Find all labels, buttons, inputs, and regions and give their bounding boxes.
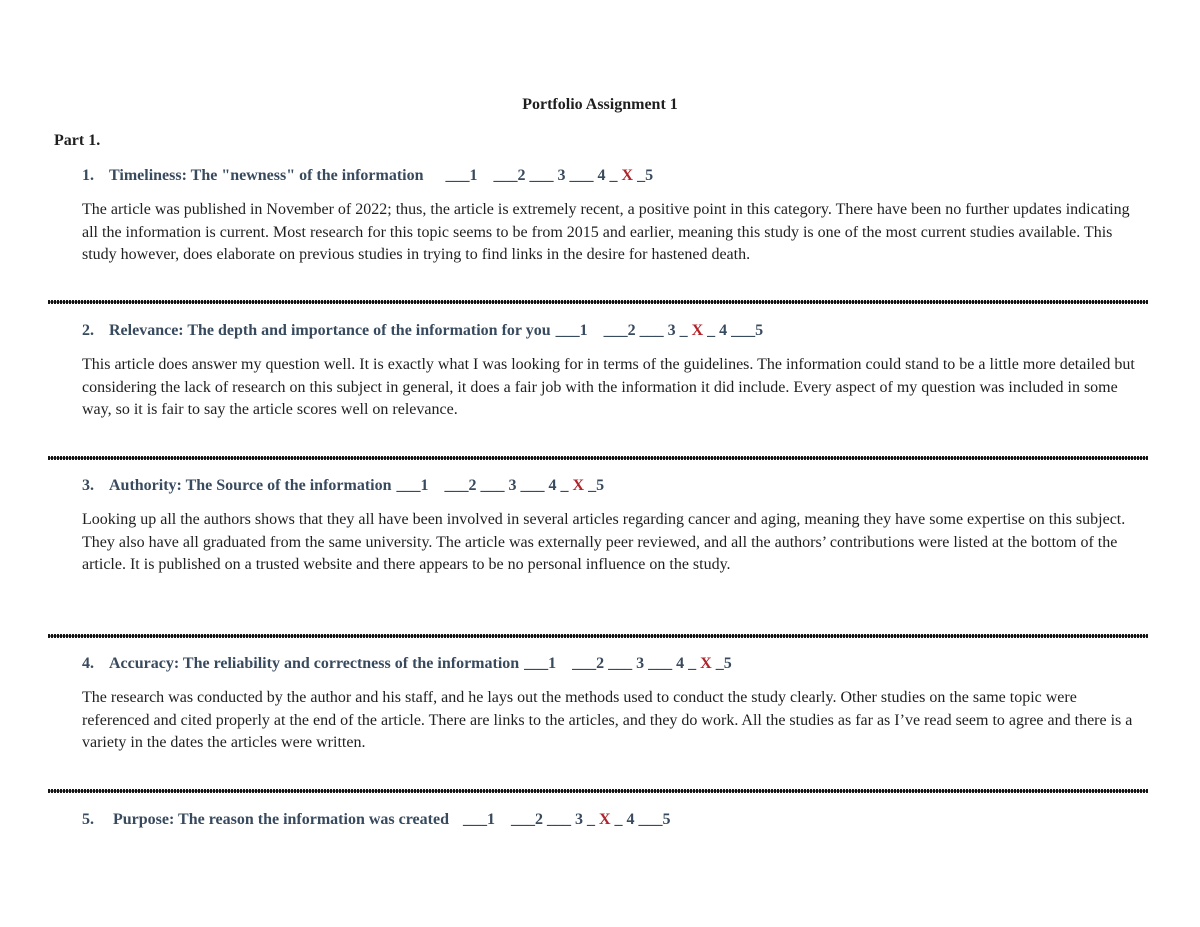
section-body-text: The article was published in November of 2022; thus, the article is extremely recent, a positive point in this category. There have been no further updates indicating all the information is current. Most research for this topic seems to be from 2015 and earlier, meaning this study is one of the most current studies available. This study however, does elaborate on previous studies in trying to find links in the desire for hastened death.	[82, 201, 1130, 263]
section-divider	[48, 789, 1148, 793]
rating-x-mark: X	[598, 811, 611, 828]
criterion-title: Relevance: The depth and importance of the information for you	[109, 322, 551, 339]
section-body-text: Looking up all the authors shows that they all have been involved in several articles regarding cancer and aging, meaning they have some expertise on this subject. They also have all graduated from the same university. The article was externally peer reviewed, and all the authors’ contributions were listed at the bottom of the article. It is published on a trusted website and there appears to be no personal influence on the study.	[82, 511, 1126, 573]
rating-x-mark: X	[621, 167, 634, 184]
rating-scale: ___1 ___2 ___ 3 ___ 4 _ X _5	[445, 167, 654, 184]
section-body-text: The research was conducted by the author and his staff, and he lays out the methods used to conduct the study clearly. Other studies on the same topic were referenced and cited properly at the end of the article. There are links to the articles, and they do work. All the studies as far as I’ve read seem to agree and there is a variety in the dates the articles were written.	[82, 689, 1133, 751]
section-divider	[48, 300, 1148, 304]
criterion-number: 3.	[82, 477, 94, 494]
section-divider	[48, 456, 1148, 460]
criterion-title: Authority: The Source of the information	[109, 477, 392, 494]
rating-scale: ___1 ___2 ___ 3 _ X _ 4 ___5	[462, 811, 671, 828]
section-divider	[48, 634, 1148, 638]
rating-scale: ___1 ___2 ___ 3 ___ 4 _ X _5	[396, 477, 605, 494]
criterion-number: 2.	[82, 322, 94, 339]
criterion-number: 5.	[82, 811, 94, 828]
criterion-heading	[82, 654, 1142, 674]
document-title: Portfolio Assignment 1	[522, 96, 678, 113]
rating-x-mark: X	[691, 322, 704, 339]
rating-x-mark: X	[572, 477, 585, 494]
criterion-title: Purpose: The reason the information was created	[113, 811, 449, 828]
rating-scale: ___1 ___2 ___ 3 ___ 4 _ X _5	[524, 655, 732, 672]
section-relevance	[82, 321, 1142, 422]
criterion-heading	[82, 476, 1142, 496]
criterion-heading	[82, 166, 1142, 186]
criterion-title: Timeliness: The "newness" of the information	[109, 167, 424, 184]
criterion-number: 1.	[82, 167, 94, 184]
part-label: Part 1.	[54, 132, 101, 149]
section-body-text: This article does answer my question well. It is exactly what I was looking for in terms of the guidelines. The information could stand to be a little more detailed but considering the lack of research on this subject in general, it does a fair job with the information it did include. Every aspect of my question was included in some way, so it is fair to say the article scores well on relevance.	[82, 356, 1135, 418]
criterion-number: 4.	[82, 655, 94, 672]
section-accuracy	[82, 654, 1142, 755]
section-purpose	[82, 810, 1142, 830]
criterion-title: Accuracy: The reliability and correctness of the information	[109, 655, 520, 672]
criterion-heading	[82, 810, 1142, 830]
criterion-heading	[82, 321, 1142, 341]
rating-scale: ___1 ___2 ___ 3 _ X _ 4 ___5	[555, 322, 764, 339]
section-timeliness	[82, 166, 1142, 267]
rating-x-mark: X	[700, 655, 712, 672]
section-authority	[82, 476, 1142, 577]
